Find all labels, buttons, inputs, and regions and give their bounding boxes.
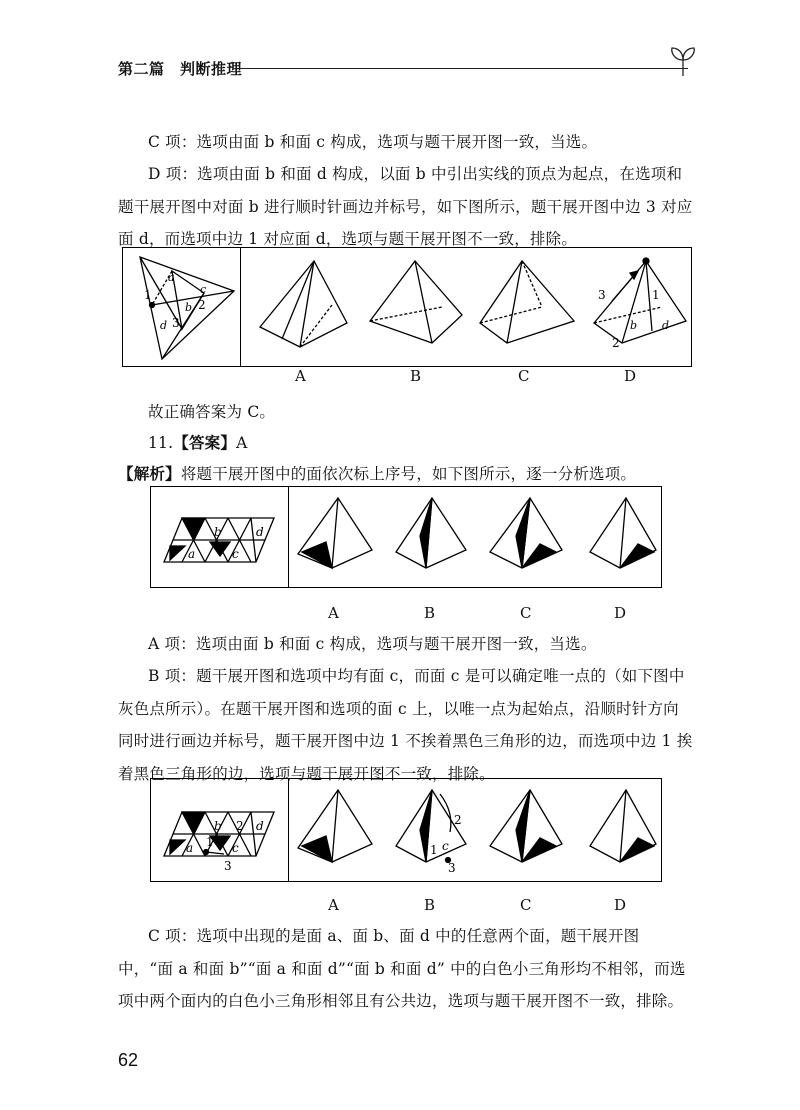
figure-3 [150, 778, 662, 882]
net1-label-c: c [200, 283, 207, 296]
fig1-label-b: B [410, 367, 422, 385]
optb-edge-2: 2 [454, 813, 462, 827]
net3-label-a: a [186, 841, 194, 855]
net3-label-d: d [256, 819, 264, 833]
fig1-option-a [260, 261, 347, 347]
figure-1 [122, 247, 692, 367]
optd-face-b: b [630, 319, 638, 332]
optb-edge-3: 3 [448, 861, 456, 875]
q11-b-item: B 项：题干展开图和选项中均有面 c，而面 c 是可以确定唯一点的（如下图中灰色点所示）。在题干展开图和选项的面 c 上，以唯一点为起始点，沿顺时针方向同时进行画边并标号，题干展开图中边 1 不挨着黑色三角形的边，而选项中边 1 挨着黑色三角形的边，选项与题干展开图不一致，排除。 [118, 667, 693, 783]
net2-label-a: a [188, 547, 196, 561]
net3-edge-1: 1 [206, 835, 214, 849]
fig2-option-b [396, 498, 466, 568]
fig2-option-a [298, 498, 372, 568]
fig3-label-c: C [520, 896, 532, 914]
fig3-label-a: A [328, 896, 339, 914]
fig2-option-d [590, 498, 656, 568]
net2-label-b: b [214, 525, 222, 539]
net2-label-c: c [232, 547, 239, 561]
fig2-label-a: A [328, 604, 339, 622]
header-rule [236, 68, 688, 69]
fig3-label-b: B [424, 896, 436, 914]
net1-edge-2: 2 [198, 298, 206, 312]
net3-edge-2: 2 [236, 819, 244, 833]
optd-face-d: d [662, 319, 670, 332]
page-header [118, 58, 693, 80]
fig3-option-a [298, 790, 372, 862]
page-number: 62 [118, 1050, 139, 1070]
figure-2-drawing [150, 486, 662, 588]
fig1-label-d: D [624, 367, 637, 385]
figure-3-drawing [150, 778, 662, 882]
optd-edge-1: 1 [652, 288, 660, 302]
net1-label-d: d [160, 319, 168, 332]
q11-answer: 11.【答案】A [148, 433, 248, 452]
optb-face-c: c [442, 839, 449, 853]
q10-conclusion: 故正确答案为 C。 [148, 403, 276, 421]
optb-edge-1: 1 [430, 843, 438, 857]
c-item-q10: C 项：选项由面 b 和面 c 构成，选项与题干展开图一致，当选。 [148, 133, 598, 151]
fig1-option-d [594, 258, 686, 343]
fig3-label-d: D [614, 896, 627, 914]
fig2-option-c [490, 498, 562, 568]
net3-label-c: c [232, 841, 239, 855]
fig3-option-c [490, 790, 562, 862]
net1-edge-1: 1 [144, 288, 152, 302]
figure-2 [150, 486, 662, 588]
net1-label-a: a [168, 271, 175, 284]
optd-edge-2: 2 [612, 336, 620, 350]
fig2-label-b: B [424, 604, 436, 622]
q11-c-item: C 项：选项中出现的是面 a、面 b、面 d 中的任意两个面，题干展开图中，“面 a 和面 b”“面 a 和面 d”“面 b 和面 d” 中的白色小三角形均不相邻，而选项中两个面内的白色小三角形相邻且有公共边，选项与题干展开图不一致，排除。 [118, 927, 686, 1010]
net3-label-b: b [214, 819, 222, 833]
fig2-label-d: D [614, 604, 627, 622]
fig2-label-c: C [520, 604, 532, 622]
net1-label-b: b [185, 301, 193, 314]
q11-a-item: A 项：选项由面 b 和面 c 构成，选项与题干展开图一致，当选。 [148, 635, 597, 653]
fig1-option-c [480, 261, 574, 343]
net2-label-d: d [256, 525, 264, 539]
q11-analysis: 【解析】将题干展开图中的面依次标上序号，如下图所示，逐一分析选项。 [118, 464, 637, 483]
figure-1-drawing [122, 247, 692, 367]
sprout-icon [668, 40, 698, 80]
net3-edge-3: 3 [224, 859, 232, 873]
d-item-q10: D 项：选项由面 b 和面 d 构成，以面 b 中引出实线的顶点为起点，在选项和题干展开图中对面 b 进行顺时针画边并标号，如下图所示，题干展开图中边 3 对应面 d，而选项中边 1 对应面 d，选项与题干展开图不一致，排除。 [118, 165, 693, 248]
header-title: 第二篇 判断推理 [118, 60, 243, 78]
fig1-label-c: C [518, 367, 530, 385]
fig1-label-a: A [295, 367, 306, 385]
fig3-option-d [590, 790, 656, 862]
fig1-option-b [370, 261, 462, 343]
net1-edge-3: 3 [172, 316, 180, 330]
optd-edge-3: 3 [598, 288, 606, 302]
